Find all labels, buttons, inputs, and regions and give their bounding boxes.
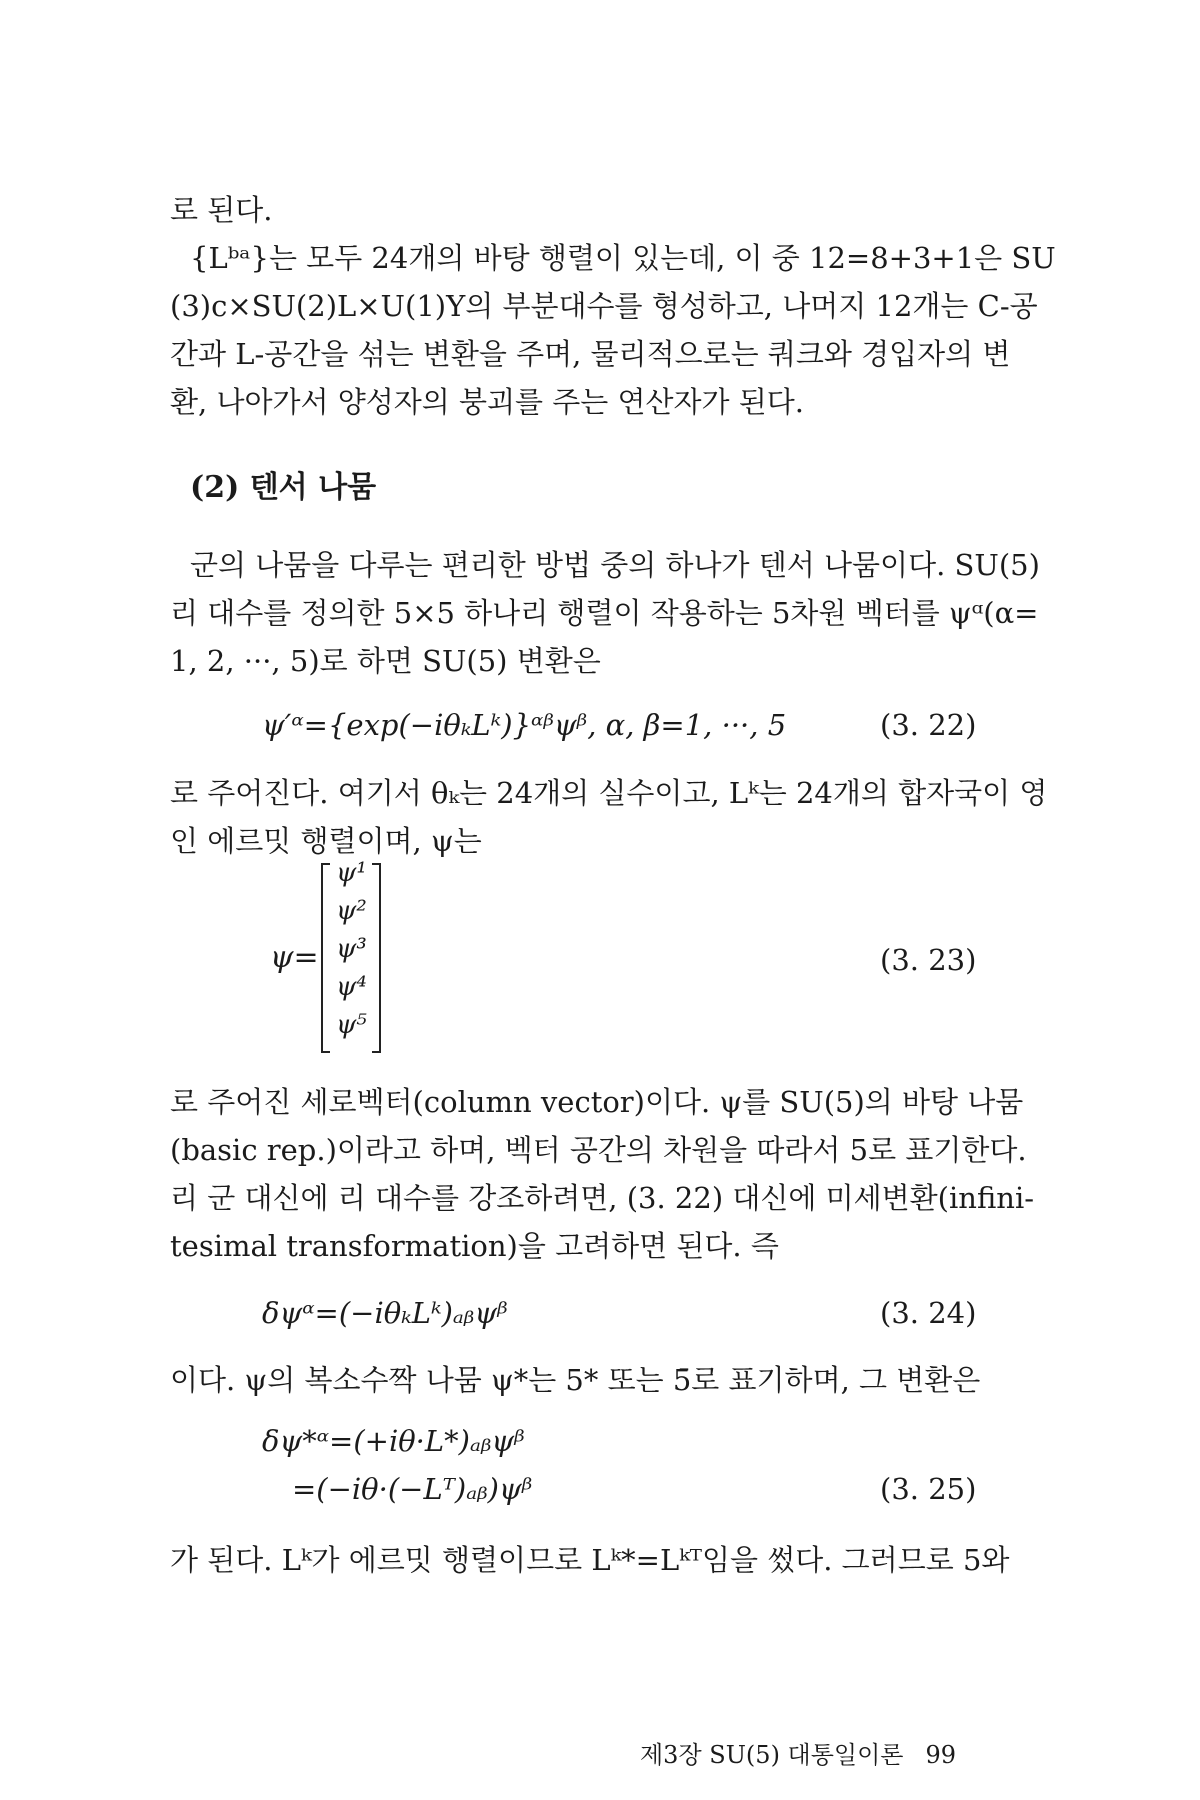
para4-line-4: tesimal transformation)을 고려하면 된다. 즉: [170, 1229, 779, 1263]
page-number: 99: [925, 1741, 957, 1769]
para4-line-1: 로 주어진 세로벡터(column vector)이다. ψ를 SU(5)의 바탕 나뭄: [170, 1085, 1024, 1119]
equation-number-3-25: (3. 25): [880, 1472, 977, 1506]
page-footer: [640, 1735, 956, 1770]
text-line-2: {Lᵇᵃ}는 모두 24개의 바탕 행렬이 있는데, 이 중 12=8+3+1은 SU: [190, 241, 1056, 275]
para6-line: 가 된다. Lᵏ가 에르밋 행렬이므로 Lᵏ*=Lᵏᵀ임을 썼다. 그러므로 5와: [170, 1543, 1010, 1577]
equation-3-25-line-2: =(−iθ·(−Lᵀ)ₐᵦ)ψᵝ: [292, 1472, 533, 1506]
equation-number-3-24: (3. 24): [880, 1296, 977, 1330]
equation-number-3-22: (3. 22): [880, 708, 977, 742]
para4-line-3: 리 군 대신에 리 대수를 강조하려면, (3. 22) 대신에 미세변환(infini-: [170, 1181, 1035, 1215]
vector-component-5: ψ⁵: [336, 1010, 367, 1040]
column-vector: [318, 858, 384, 1058]
para2-line-1: 군의 나뭄을 다루는 편리한 방법 중의 하나가 텐서 나뭄이다. SU(5): [190, 548, 1040, 582]
equation-3-24: δψᵅ=(−iθₖLᵏ)ₐᵦψᵝ: [262, 1296, 508, 1330]
section-heading: (2) 텐서 나뭄: [190, 470, 377, 505]
para2-line-2: 리 대수를 정의한 5×5 하나리 행렬이 작용하는 5차원 벡터를 ψᵅ(α=: [170, 596, 1039, 630]
para4-line-2: (basic rep.)이라고 하며, 벡터 공간의 차원을 따라서 5로 표기한다.: [170, 1133, 1027, 1167]
vector-component-4: ψ⁴: [336, 972, 367, 1002]
vector-component-3: ψ³: [336, 934, 367, 964]
para3-line-1: 로 주어진다. 여기서 θₖ는 24개의 실수이고, Lᵏ는 24개의 합자국이 영: [170, 776, 1048, 810]
para2-line-3: 1, 2, ···, 5)로 하면 SU(5) 변환은: [170, 644, 601, 678]
equation-number-3-23: (3. 23): [880, 943, 977, 977]
text-line-1: 로 된다.: [170, 193, 273, 227]
footer-chapter: 제3장 SU(5) 대통일이론: [640, 1741, 904, 1769]
equation-3-25-line-1: δψ*ᵅ=(+iθ·L*)ₐᵦψᵝ: [262, 1424, 525, 1458]
text-line-3: (3)c×SU(2)L×U(1)Y의 부분대수를 형성하고, 나머지 12개는 C-공: [170, 289, 1038, 323]
para3-line-2: 인 에르밋 행렬이며, ψ는: [170, 824, 482, 858]
vector-component-2: ψ²: [336, 896, 367, 926]
text-line-4: 간과 L-공간을 섞는 변환을 주며, 물리적으로는 쿼크와 경입자의 변: [170, 337, 1011, 371]
text-line-5: 환, 나아가서 양성자의 붕괴를 주는 연산자가 된다.: [170, 385, 805, 419]
vector-label: ψ=: [270, 940, 319, 975]
para5-line: 이다. ψ의 복소수짝 나뭄 ψ*는 5* 또는 5̄로 표기하며, 그 변환은: [170, 1363, 981, 1397]
vector-component-1: ψ¹: [336, 858, 367, 888]
equation-3-22: ψ′ᵅ={exp(−iθₖLᵏ)}ᵅᵝψᵝ, α, β=1, ···, 5: [262, 708, 787, 742]
